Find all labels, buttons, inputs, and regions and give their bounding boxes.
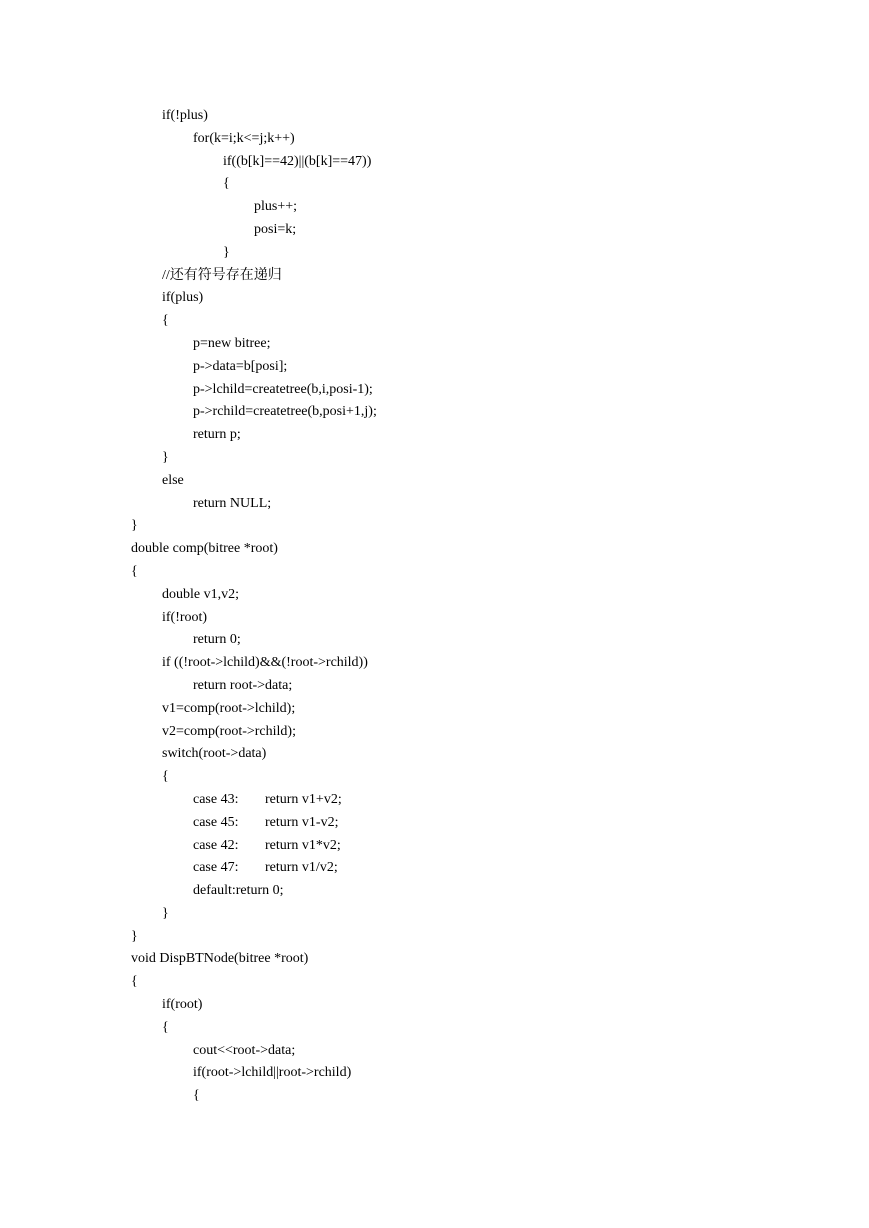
code-line: { (162, 769, 169, 785)
code-line: if(root) (162, 997, 203, 1013)
code-line: switch(root->data) (162, 746, 267, 762)
code-line: } (162, 905, 169, 921)
case-statement: return v1-v2; (265, 814, 339, 830)
code-line: default:return 0; (193, 883, 284, 899)
code-line: double v1,v2; (162, 586, 239, 602)
code-line: if((b[k]==42)||(b[k]==47)) (223, 153, 372, 169)
code-line: posi=k; (254, 221, 297, 237)
code-line: p->lchild=createtree(b,i,posi-1); (193, 381, 373, 397)
case-label: case 45: (193, 814, 239, 830)
code-line: cout<<root->data; (193, 1042, 296, 1058)
code-line: if(!plus) (162, 108, 208, 123)
code-line: v2=comp(root->rchild); (162, 723, 296, 739)
code-case-line (131, 857, 377, 880)
code-line: if(plus) (162, 290, 204, 306)
code-line: } (162, 449, 169, 465)
code-case-line (131, 789, 377, 812)
code-line: return root->data; (193, 677, 293, 693)
code-line: { (223, 176, 230, 192)
code-line: void DispBTNode(bitree *root) (131, 951, 309, 967)
code-line: p=new bitree; (193, 335, 271, 351)
code-line: v1=comp(root->lchild); (162, 700, 296, 716)
code-listing (131, 105, 377, 1108)
code-line: if(!root) (162, 609, 208, 625)
code-case-line (131, 812, 377, 835)
case-label: case 42: (193, 837, 239, 853)
code-line: p->rchild=createtree(b,posi+1,j); (193, 404, 377, 420)
case-statement: return v1+v2; (265, 791, 342, 807)
case-label: case 43: (193, 791, 239, 807)
code-line: plus++; (254, 199, 298, 215)
code-line: } (131, 518, 138, 534)
code-case-line (131, 835, 377, 858)
case-statement: return v1/v2; (265, 860, 338, 876)
code-line: } (223, 244, 230, 260)
code-line: if ((!root->lchild)&&(!root->rchild)) (162, 655, 368, 671)
code-line: { (131, 563, 138, 579)
code-comment: //还有符号存在递归 (162, 267, 282, 283)
code-line: { (162, 313, 169, 329)
code-line: double comp(bitree *root) (131, 541, 278, 557)
code-line: { (162, 1019, 169, 1035)
code-line: else (162, 472, 184, 488)
code-line: return 0; (193, 632, 241, 648)
code-line: for(k=i;k<=j;k++) (193, 130, 295, 146)
code-line: p->data=b[posi]; (193, 358, 288, 374)
code-line: return NULL; (193, 495, 272, 511)
case-statement: return v1*v2; (265, 837, 341, 853)
code-line: } (131, 928, 138, 944)
case-label: case 47: (193, 860, 239, 876)
code-line: if(root->lchild||root->rchild) (193, 1065, 352, 1081)
code-line: { (193, 1088, 200, 1104)
code-line: return p; (193, 427, 241, 443)
code-line: { (131, 974, 138, 990)
